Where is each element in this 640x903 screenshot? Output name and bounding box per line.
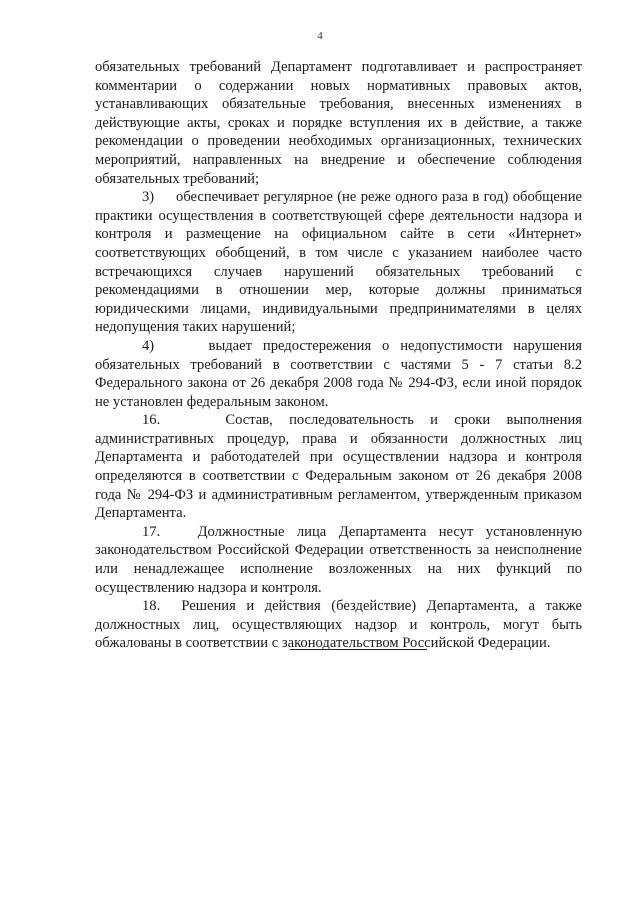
document-body xyxy=(95,58,582,653)
paragraph-section-18: 18. Решения и действия (бездействие) Департамента, а также должностных лиц, осуществляющих надзор и контроль, могут быть обжалованы в соответствии с законодательством Российской Федерации. xyxy=(95,598,582,652)
paragraph-section-17: 17. Должностные лица Департамента несут установленную законодательством Российской Федерации ответственность за неисполнение или ненадлежащее исполнение возложенных на них функций по осуществлению надзора и контроля. xyxy=(95,523,582,596)
paragraph-item-4: 4) выдает предостережения о недопустимости нарушения обязательных требований в соответствии с частями 5 - 7 статьи 8.2 Федерального закона от 26 декабря 2008 года № 294-ФЗ, если иной порядок не установлен федеральным законом. xyxy=(95,337,582,410)
page-number: 4 xyxy=(317,30,323,42)
paragraph-continuation: обязательных требований Департамент подготавливает и распространяет комментарии о содержании новых нормативных правовых актов, устанавливающих обязательные требования, внесенных изменениях в действующие акты, сроках и порядке вступления их в действие, а также рекомендации о проведении необходимых организационных, технических мероприятий, направленных на внедрение и обеспечение соблюдения обязательных требований; xyxy=(95,59,582,187)
end-divider-line xyxy=(290,649,427,650)
paragraph-section-16: 16. Состав, последовательность и сроки выполнения административных процедур, права и обязанности должностных лиц Департамента и работодателей при осуществлении надзора и контроля определяются в соответствии с Федеральным законом от 26 декабря 2008 года № 294-ФЗ и административным регламентом, утвержденным приказом Департамента. xyxy=(95,412,582,522)
paragraph-item-3: 3) обеспечивает регулярное (не реже одного раза в год) обобщение практики осуществления в соответствующей сфере деятельности надзора и контроля и размещение на официальном сайте в сети «Интернет» соответствующих обобщений, в том числе с указанием наиболее часто встречающихся случаев нарушений обязательных требований с рекомендациями в отношении мер, которые должны приниматься юридическими лицами, индивидуальными предпринимателями в целях недопущения таких нарушений; xyxy=(95,189,582,336)
